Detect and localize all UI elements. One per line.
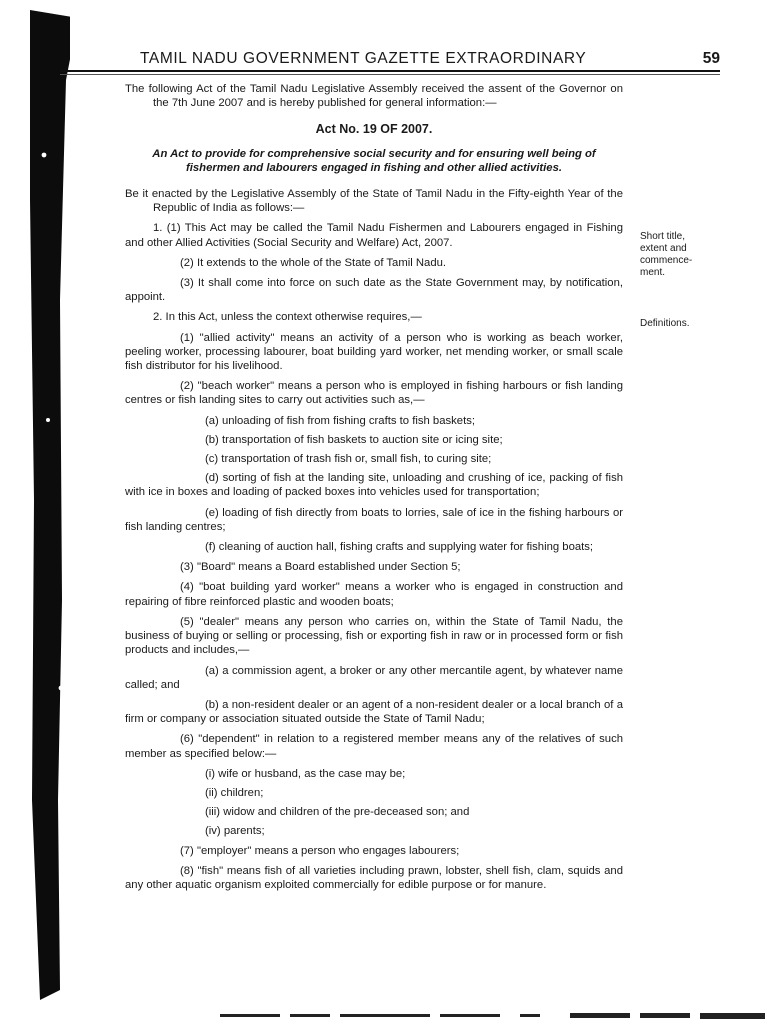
- definition-5-b: (b) a non-resident dealer or an agent of a non-resident dealer or a local branch of a firm or company or association situated outside the State of Tamil Nadu;: [125, 698, 623, 726]
- section-2-intro: 2. In this Act, unless the context otherwise requires,—: [153, 311, 422, 324]
- section-1-3: (3) It shall come into force on such date as the State Government may, by notification, appoint.: [125, 277, 623, 304]
- definition-3: (3) "Board" means a Board established under Section 5;: [180, 561, 461, 574]
- definition-5-a: (a) a commission agent, a broker or any other mercantile agent, by whatever name called; and: [125, 664, 623, 691]
- definition-2-a: (a) unloading of fish from fishing crafts to fish baskets;: [205, 414, 475, 427]
- section-1-1: 1. (1) This Act may be called the Tamil Nadu Fishermen and Labourers engaged in Fishing and other Allied Activities (Social Security and Welfare) Act, 2007.: [125, 222, 623, 249]
- definition-2-e: (e) loading of fish directly from boats to lorries, sale of ice in the fishing harbours or fish landing centres;: [125, 506, 623, 533]
- definition-7: (7) "employer" means a person who engages labourers;: [180, 844, 460, 857]
- definition-2-b: (b) transportation of fish baskets to auction site or icing site;: [205, 433, 503, 446]
- act-number: Act No. 19 OF 2007.: [315, 122, 433, 137]
- header-rule-thin: [60, 74, 720, 75]
- header-rule: [60, 70, 720, 72]
- definition-6-ii: (ii) children;: [205, 786, 264, 799]
- enactment-clause: Be it enacted by the Legislative Assembly of the State of Tamil Nadu in the Fifty-eighth Year of the Republic of India as follows:—: [125, 188, 623, 215]
- definition-2-f: (f) cleaning of auction hall, fishing crafts and supplying water for fishing boats;: [205, 541, 594, 554]
- page-number: 59: [702, 50, 720, 67]
- section-1-2: (2) It extends to the whole of the State of Tamil Nadu.: [180, 256, 447, 269]
- definition-6-iii: (iii) widow and children of the pre-deceased son; and: [205, 806, 470, 819]
- definition-2-d: (d) sorting of fish at the landing site, unloading and crushing of ice, packing of fish with ice in boxes and loading of packed boxes into vehicles used for transportation;: [125, 472, 623, 499]
- definition-1: (1) "allied activity" means an activity of a person who is working as beach worker, peeling worker, processing labourer, boat building yard worker, net mending worker, or small scale fish distributor for his livelihood.: [125, 331, 623, 373]
- margin-note-short-title: Short title, extent and commence- ment.: [640, 231, 693, 278]
- definition-5: (5) "dealer" means any person who carries on, within the State of Tamil Nadu, the business of buying or selling or processing, fish or exporting fish in raw or in processed form or fish products and includes,—: [125, 615, 623, 657]
- definition-4: (4) "boat building yard worker" means a worker who is engaged in construction and repairing of fibre reinforced plastic and wooden boats;: [125, 581, 623, 608]
- binding-edge-shadow: [0, 0, 70, 1024]
- definition-2: (2) "beach worker" means a person who is employed in fishing harbours or fish landing centres or fish landing sites to carry out activities such as,—: [125, 380, 623, 407]
- definition-8: (8) "fish" means fish of all varieties including prawn, lobster, shell fish, clam, squids and any other aquatic organism exploited commercially for edible purpose or for manure.: [125, 864, 623, 891]
- scan-noise-strip: [220, 1012, 765, 1020]
- definition-6: (6) "dependent" in relation to a registered member means any of the relatives of such member as specified below:—: [125, 733, 623, 760]
- definition-6-i: (i) wife or husband, as the case may be;: [205, 767, 406, 780]
- gazette-header: [140, 50, 720, 72]
- document-body: [125, 82, 623, 898]
- gazette-title: TAMIL NADU GOVERNMENT GAZETTE EXTRAORDINARY: [140, 50, 587, 67]
- definition-2-c: (c) transportation of trash fish or, small fish, to curing site;: [205, 453, 492, 466]
- act-preamble: An Act to provide for comprehensive social security and for ensuring well being of fishermen and labourers engaged in fishing and other allied activities.: [152, 147, 596, 174]
- intro-paragraph: The following Act of the Tamil Nadu Legislative Assembly received the assent of the Governor on the 7th June 2007 and is hereby published for general information:—: [125, 83, 623, 110]
- definition-6-iv: (iv) parents;: [205, 825, 265, 838]
- margin-note-definitions: Definitions.: [640, 318, 690, 329]
